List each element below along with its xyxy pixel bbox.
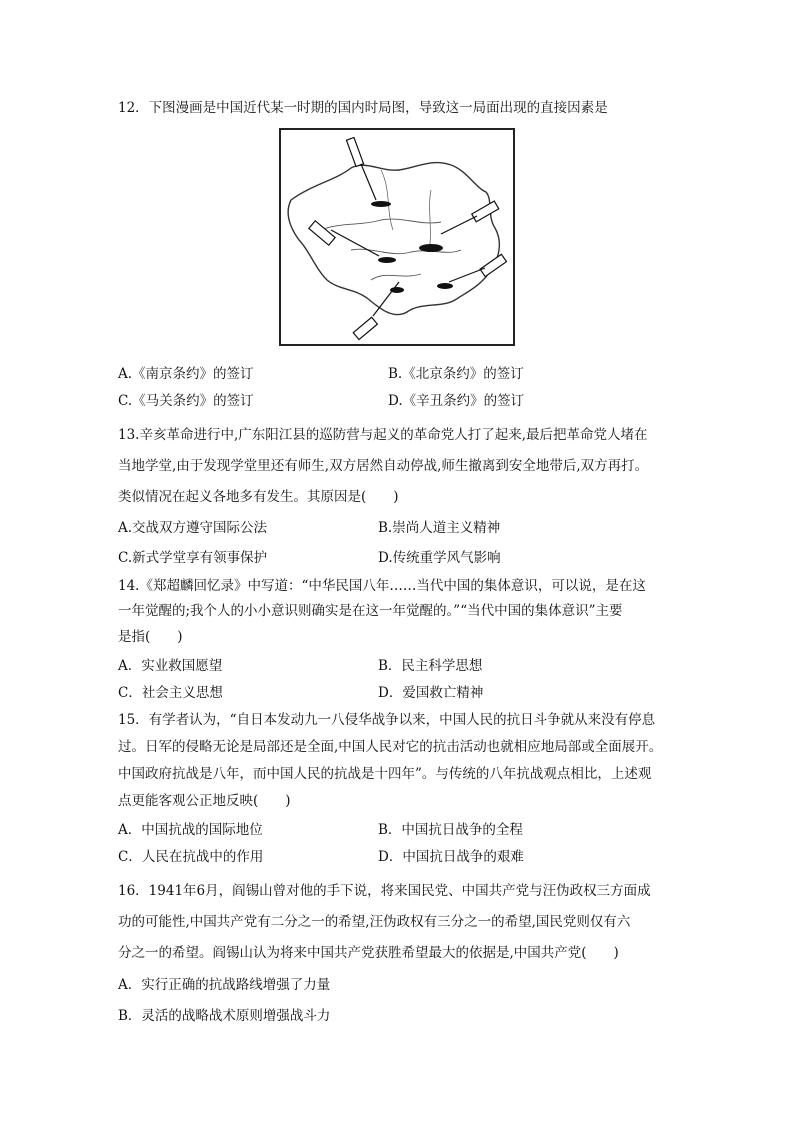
q14-option-c: C．社会主义思想 (118, 685, 223, 701)
q16-line-2: 功的可能性,中国共产党有二分之一的希望,汪伪政权有三分之一的希望,国民党则仅有六 (118, 914, 631, 930)
q15-line-4: 点更能客观公正地反映( ) (118, 793, 291, 809)
cartoon-map-image (281, 130, 513, 344)
q13-line-2: 当地学堂,由于发现学堂里还有师生,双方居然自动停战,师生撤离到安全地带后,双方再打。 (118, 458, 649, 474)
q12-stem: 12．下图漫画是中国近代某一时期的国内时局图，导致这一局面出现的直接因素是 (118, 100, 608, 116)
q13-line-1: 13.辛亥革命进行中,广东阳江县的巡防营与起义的革命党人打了起来,最后把革命党人堵在 (118, 427, 648, 443)
q13-option-c: C.新式学堂享有领事保护 (118, 550, 268, 566)
q15-line-1: 15．有学者认为，“自日本发动九一八侵华战争以来，中国人民的抗日斗争就从来没有停息 (118, 712, 656, 728)
q15-option-a: A．中国抗战的国际地位 (118, 822, 263, 838)
q12-option-d: D.《辛丑条约》的签订 (388, 393, 525, 409)
q14-option-b: B．民主科学思想 (378, 658, 483, 674)
q12-option-c: C.《马关条约》的签订 (118, 393, 254, 409)
q14-option-d: D．爱国救亡精神 (378, 685, 484, 701)
q14-line-3: 是指( ) (118, 629, 183, 645)
q15-option-b: B．中国抗日战争的全程 (378, 822, 523, 838)
q14-option-a: A．实业救国愿望 (118, 658, 223, 674)
q13-option-a: A.交战双方遵守国际公法 (118, 520, 268, 536)
q16-line-3: 分之一的希望。阎锡山认为将来中国共产党获胜希望最大的依据是,中国共产党( ) (118, 945, 619, 961)
q14-line-2: 一年觉醒的;我个人的小小意识则确实是在这一年觉醒的。”“当代中国的集体意识”主要 (118, 603, 623, 619)
cartoon-map-figure (279, 128, 515, 346)
q16-line-1: 16．1941年6月，阎锡山曾对他的手下说，将来国民党、中国共产党与汪伪政权三方面成 (118, 883, 651, 899)
q15-line-2: 过。日军的侵略无论是局部还是全面,中国人民对它的抗击活动也就相应地局部或全面展开。 (118, 739, 663, 755)
q14-line-1: 14.《郑超麟回忆录》中写道：“中华民国八年……当代中国的集体意识，可以说，是在这 (118, 578, 646, 594)
q16-option-b: B．灵活的战略战术原则增强战斗力 (118, 1008, 331, 1024)
q12-option-a: A.《南京条约》的签订 (118, 366, 254, 382)
q16-option-a: A．实行正确的抗战路线增强了力量 (118, 977, 331, 993)
q15-option-c: C．人民在抗战中的作用 (118, 849, 264, 865)
q13-option-b: B.崇尚人道主义精神 (378, 520, 501, 536)
q13-option-d: D.传统重学风气影响 (378, 550, 501, 566)
q12-option-b: B.《北京条约》的签订 (388, 366, 524, 382)
q15-line-3: 中国政府抗战是八年，而中国人民的抗战是十四年”。与传统的八年抗战观点相比，上述观 (118, 766, 652, 782)
q13-line-3: 类似情况在起义各地多有发生。其原因是( ) (118, 489, 399, 505)
q15-option-d: D．中国抗日战争的艰难 (378, 849, 524, 865)
